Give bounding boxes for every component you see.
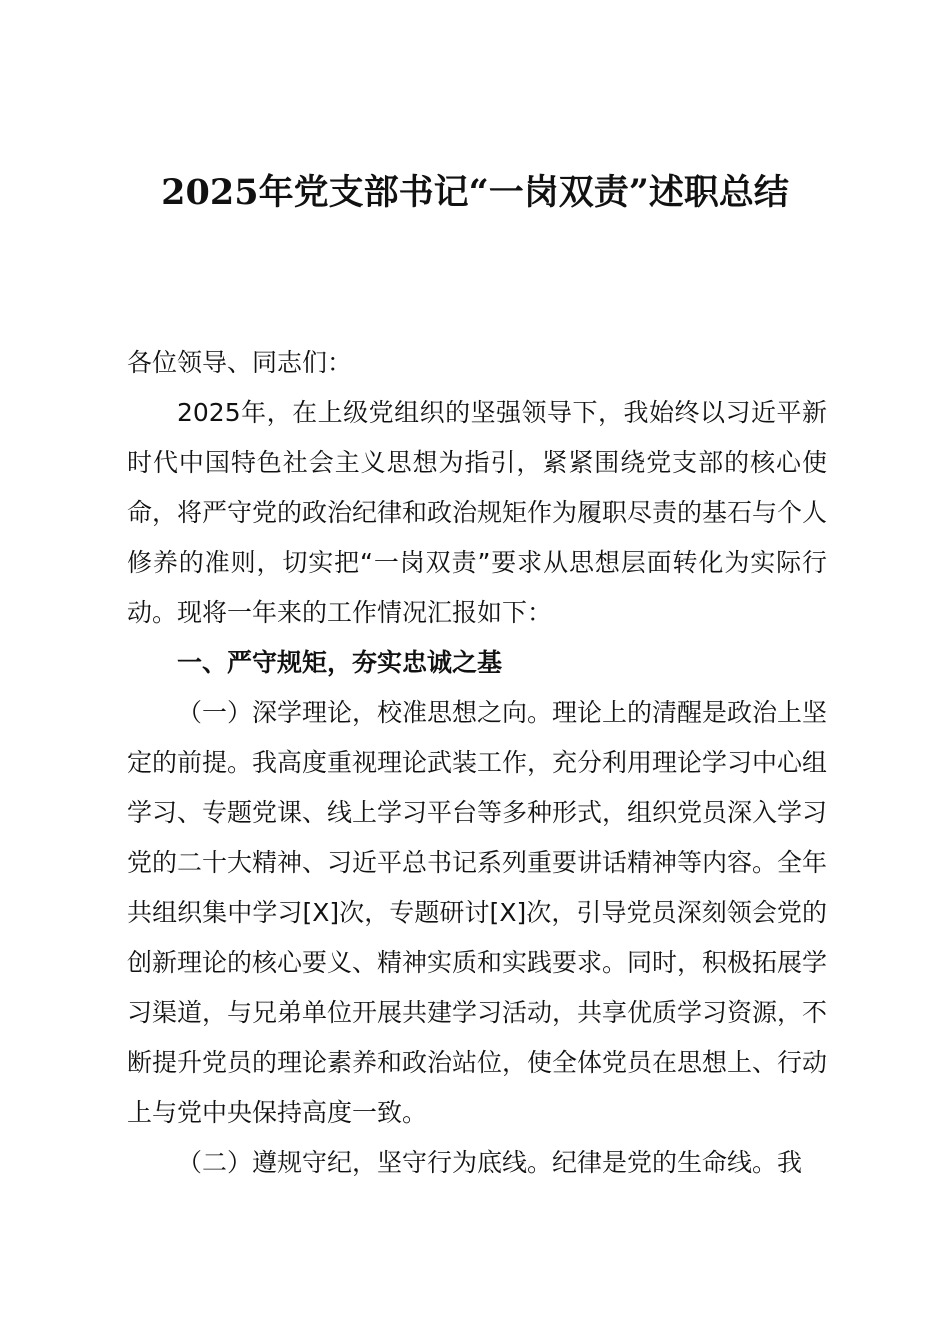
document-body [127, 338, 827, 1188]
section-heading-1: 一、严守规矩，夯实忠诚之基 [177, 648, 503, 677]
document-title: 2025年党支部书记“一岗双责”述职总结 [161, 172, 789, 213]
paragraph-1: （一）深学理论，校准思想之向。理论上的清醒是政治上坚定的前提。我高度重视理论武装工作，充分利用理论学习中心组学习、专题党课、线上学习平台等多种形式，组织党员深入学习党的二十大精神、习近平总书记系列重要讲话精神等内容。全年共组织集中学习[X]次，专题研讨[X]次，引导党员深刻领会党的创新理论的核心要义、精神实质和实践要求。同时，积极拓展学习渠道，与兄弟单位开展共建学习活动，共享优质学习资源，不断提升党员的理论素养和政治站位，使全体党员在思想上、行动上与党中央保持高度一致。 [127, 698, 828, 1127]
paragraph-2: （二）遵规守纪，坚守行为底线。纪律是党的生命线。我 [177, 1148, 803, 1177]
greeting: 各位领导、同志们： [127, 348, 353, 377]
intro-paragraph: 2025年，在上级党组织的坚强领导下，我始终以习近平新时代中国特色社会主义思想为指引，紧紧围绕党支部的核心使命，将严守党的政治纪律和政治规矩作为履职尽责的基石与个人修养的准则，切实把“一岗双责”要求从思想层面转化为实际行动。现将一年来的工作情况汇报如下： [127, 398, 828, 627]
